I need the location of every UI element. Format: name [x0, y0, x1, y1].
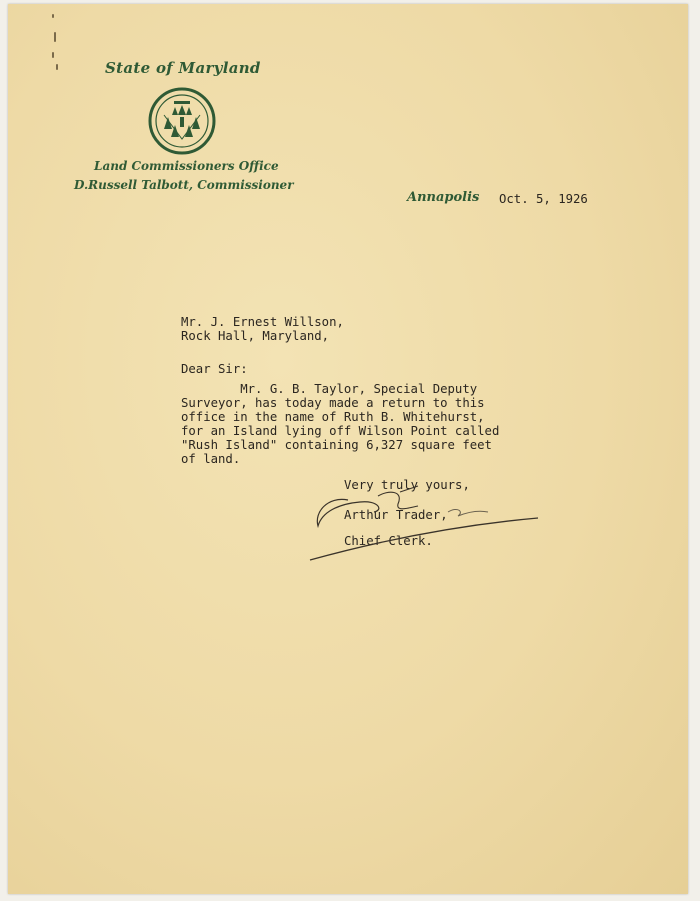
- address-line: Rock Hall, Maryland,: [181, 329, 330, 343]
- body-line: of land.: [181, 452, 241, 466]
- closing: Very truly yours,: [344, 478, 470, 492]
- signer-title: Chief Clerk.: [344, 534, 433, 548]
- handwritten-signature: [308, 482, 548, 562]
- letter-date: Oct. 5, 1926: [499, 192, 588, 206]
- letterhead-commissioner: D.Russell Talbott, Commissioner: [74, 178, 294, 192]
- body-line: "Rush Island" containing 6,327 square feet: [181, 438, 492, 452]
- dateline-city: Annapolis: [407, 190, 480, 205]
- body-line: for an Island lying off Wilson Point called: [181, 424, 500, 438]
- body-line: Surveyor, has today made a return to this: [181, 396, 485, 410]
- letter-body: [181, 382, 499, 466]
- letterhead-office: Land Commissioners Office: [94, 159, 279, 173]
- signer-name: Arthur Trader,: [344, 508, 448, 522]
- body-line: Mr. G. B. Taylor, Special Deputy: [181, 382, 478, 396]
- body-line: office in the name of Ruth B. Whitehurst,: [181, 410, 485, 424]
- land-office-seal-icon: [148, 87, 216, 155]
- address-line: Mr. J. Ernest Willson,: [181, 315, 344, 329]
- letterhead-title: State of Maryland: [105, 59, 261, 77]
- recipient-address: [181, 315, 344, 343]
- letter-page: [8, 4, 688, 894]
- salutation: Dear Sir:: [181, 362, 248, 376]
- punch-marks: [52, 14, 64, 74]
